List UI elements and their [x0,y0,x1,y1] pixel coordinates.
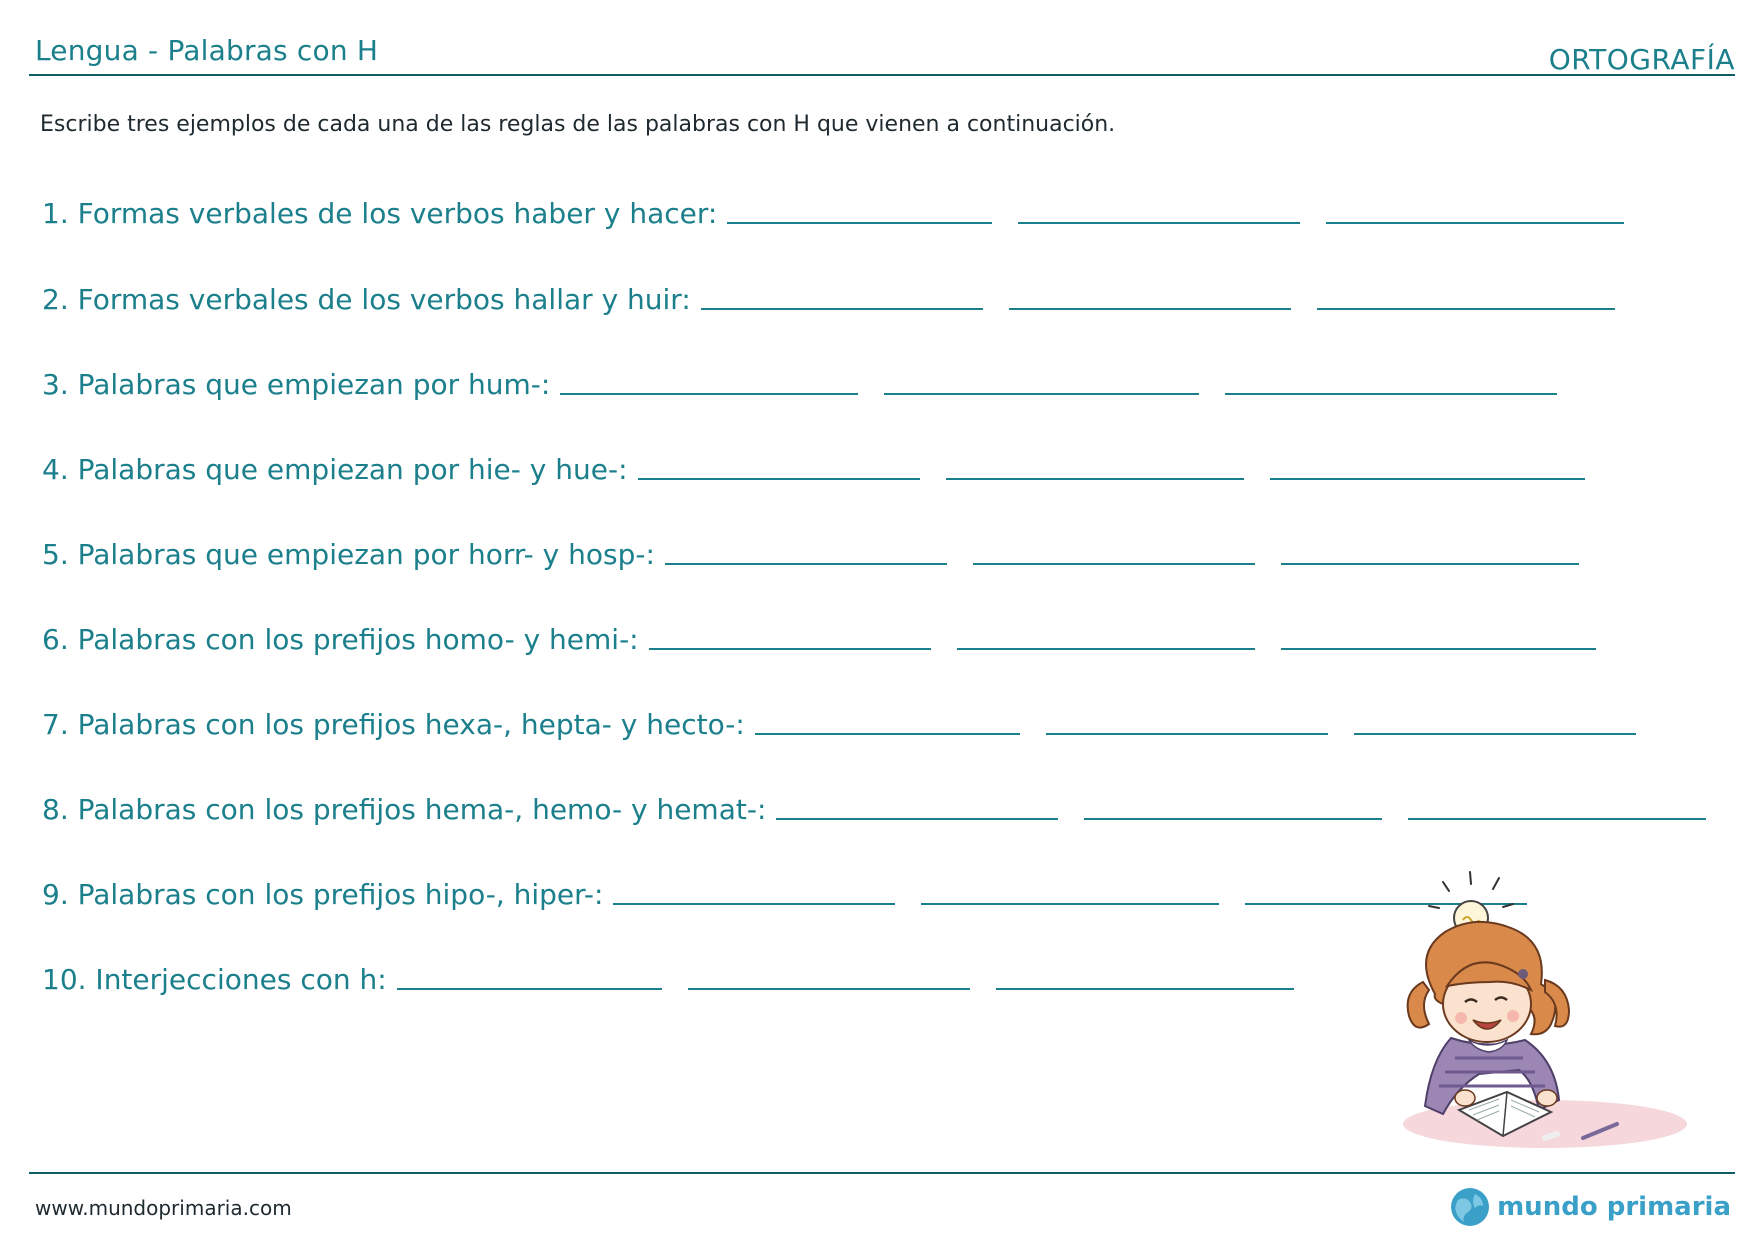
answer-line[interactable] [701,308,983,310]
answer-line[interactable] [755,733,1020,735]
exercise-label: 1. Formas verbales de los verbos haber y hacer: [42,197,718,230]
brand-name: mundo primaria [1497,1192,1731,1222]
exercise-label: 10. Interjecciones con h: [42,963,387,996]
exercise-row [42,537,1579,573]
exercise-label: 9. Palabras con los prefijos hipo-, hiper-: [42,878,604,911]
exercise-row [42,962,1294,998]
exercise-label: 2. Formas verbales de los verbos hallar y huir: [42,283,691,316]
header-divider [29,74,1735,76]
answer-line[interactable] [649,648,931,650]
exercise-label: 5. Palabras que empiezan por horr- y hosp-: [42,538,655,571]
answer-line[interactable] [973,563,1255,565]
exercise-label: 6. Palabras con los prefijos homo- y hemi-: [42,623,639,656]
exercise-label: 8. Palabras con los prefijos hema-, hemo- y hemat-: [42,793,767,826]
footer-divider [29,1172,1735,1174]
answer-line[interactable] [1281,563,1579,565]
header-subject: ORTOGRAFÍA [1548,43,1735,76]
answer-line[interactable] [776,818,1058,820]
exercise-row [42,282,1615,318]
exercise-row [42,707,1636,743]
answer-line[interactable] [1281,648,1596,650]
answer-line[interactable] [638,478,920,480]
exercise-row [42,196,1624,232]
answer-line[interactable] [921,903,1219,905]
answer-line[interactable] [688,988,970,990]
pigtail-left [1408,982,1429,1028]
answer-line[interactable] [560,393,858,395]
answer-line[interactable] [1225,393,1557,395]
answer-line[interactable] [1354,733,1636,735]
exercise-row [42,367,1557,403]
answer-line[interactable] [1018,222,1300,224]
exercise-label: 3. Palabras que empiezan por hum-: [42,368,551,401]
answer-line[interactable] [727,222,992,224]
answer-line[interactable] [613,903,895,905]
answer-line[interactable] [946,478,1244,480]
exercise-row [42,622,1596,658]
answer-line[interactable] [957,648,1255,650]
answer-line[interactable] [1408,818,1706,820]
answer-line[interactable] [1084,818,1382,820]
answer-line[interactable] [1270,478,1585,480]
footer-url[interactable]: www.mundoprimaria.com [35,1196,292,1220]
answer-line[interactable] [884,393,1199,395]
answer-line[interactable] [1326,222,1624,224]
exercise-label: 4. Palabras que empiezan por hie- y hue-: [42,453,628,486]
header-title: Lengua - Palabras con H [35,34,379,67]
exercise-row [42,452,1585,488]
footer-brand[interactable] [1449,1186,1731,1228]
exercise-row [42,877,1527,913]
exercise-row [42,792,1706,828]
answer-line[interactable] [397,988,662,990]
girl-studying-illustration [1395,862,1695,1162]
answer-line[interactable] [1009,308,1291,310]
answer-line[interactable] [1317,308,1615,310]
answer-line[interactable] [665,563,947,565]
instructions: Escribe tres ejemplos de cada una de las reglas de las palabras con H que vienen a continuación. [40,112,1116,137]
answer-line[interactable] [996,988,1294,990]
answer-line[interactable] [1046,733,1328,735]
globe-logo-icon [1449,1186,1491,1228]
exercise-label: 7. Palabras con los prefijos hexa-, hepta- y hecto-: [42,708,745,741]
